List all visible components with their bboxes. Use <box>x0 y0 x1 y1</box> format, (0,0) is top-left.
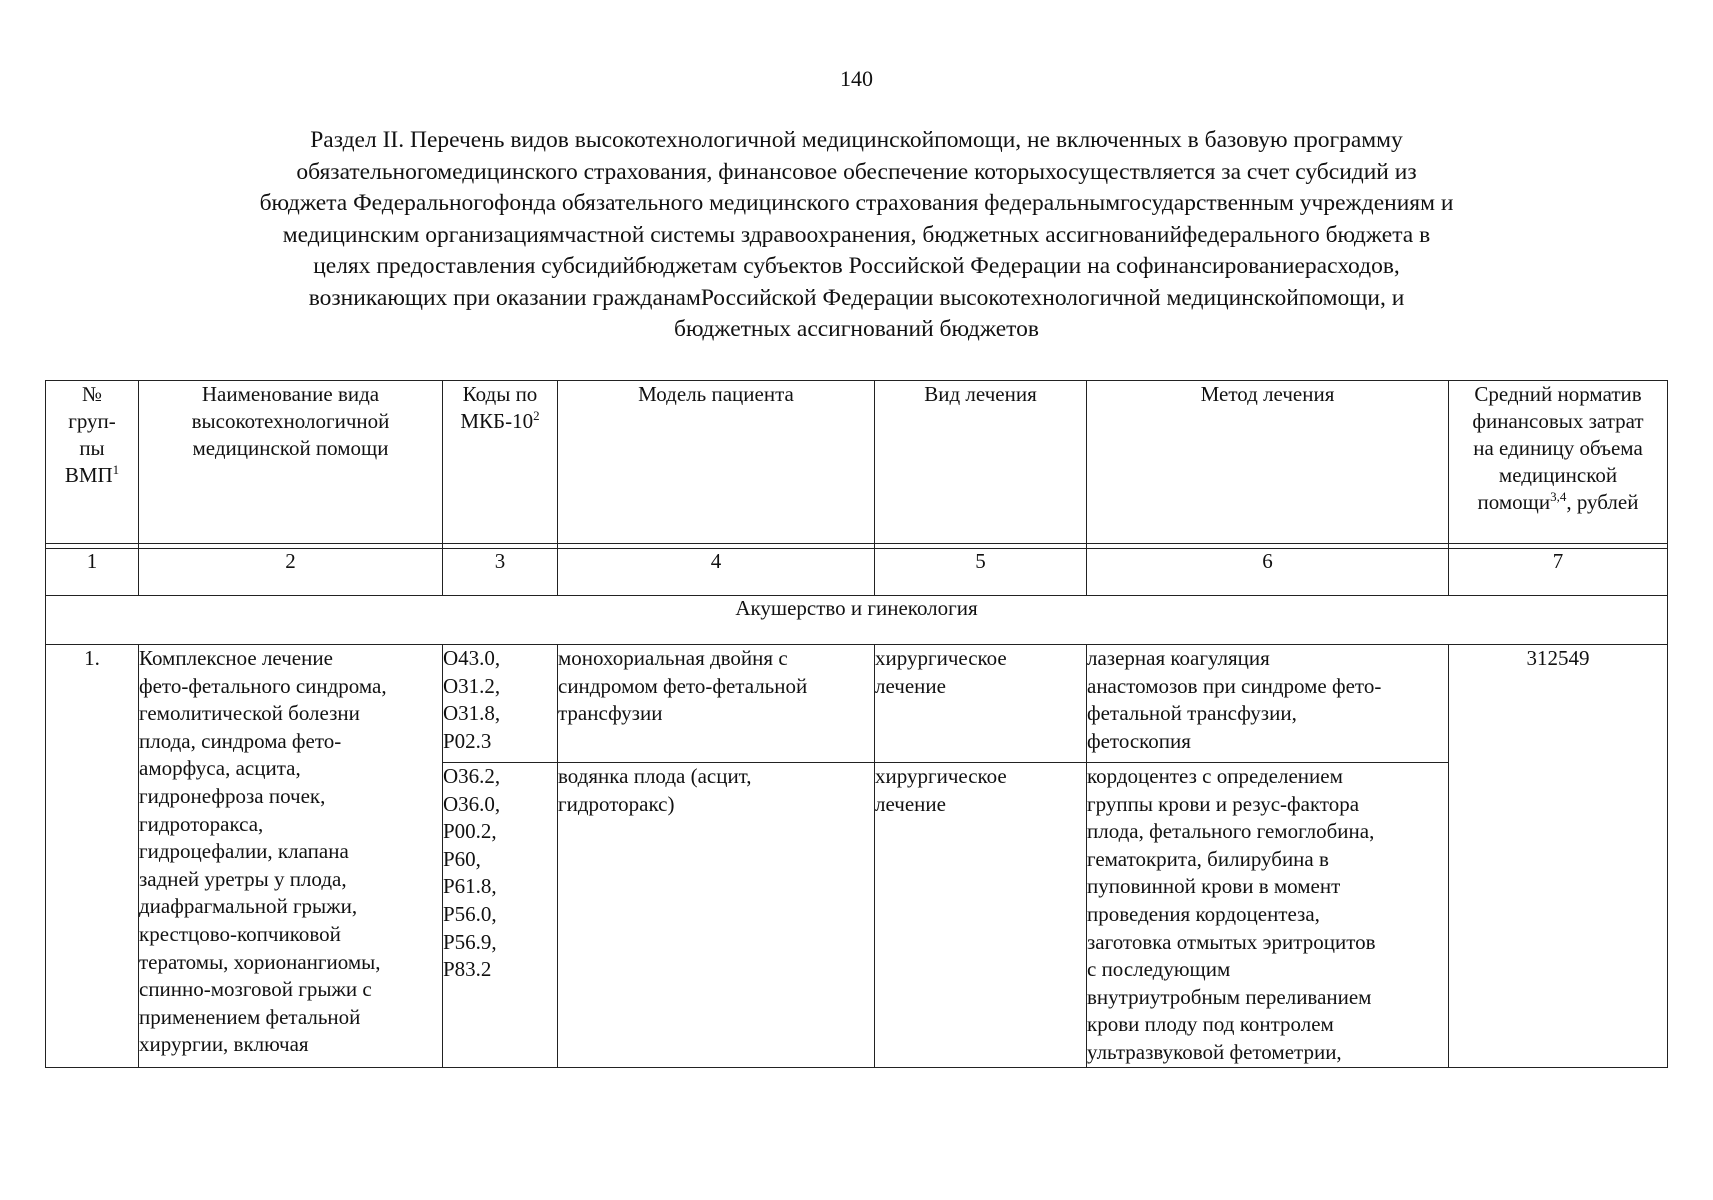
header-group-number: № груп- пы ВМП$^1$ <box>46 381 139 544</box>
group-number: 1. <box>46 645 139 1068</box>
cost-norm: 312549 <box>1449 645 1668 1068</box>
icd-codes: O43.0, O31.2, O31.8, P02.3 <box>443 645 558 763</box>
header-icd-codes: Коды по МКБ-$10^2$ <box>443 381 558 544</box>
header-cost-norm: Средний норматив финансовых затрат на единицу объема медицинской помощи$^{3,4}$, рублей <box>1449 381 1668 544</box>
vmp-table <box>45 380 1668 1068</box>
title-line: медицинским организациямчастной системы здравоохранения, бюджетных ассигнованийфедерального бюджета в <box>282 221 1431 248</box>
column-number: 7 <box>1449 549 1668 596</box>
section-row <box>46 596 1668 645</box>
header-care-type-name: Наименование вида высокотехнологичной медицинской помощи <box>139 381 443 544</box>
column-number: 3 <box>443 549 558 596</box>
section-title-obstetrics: Акушерство и гинекология <box>46 596 1668 645</box>
treatment-method: лазерная коагуляция анастомозов при синдроме фето- фетальной трансфузии, фетоскопия <box>1087 645 1449 763</box>
page-number: 140 <box>840 66 873 91</box>
header-patient-model: Модель пациента <box>558 381 875 544</box>
column-number: 2 <box>139 549 443 596</box>
treatment-type: хирургическое лечение <box>875 645 1087 763</box>
section-title <box>100 125 1613 346</box>
title-line: целях предоставления субсидийбюджетам субъектов Российской Федерации на софинансированиерасходов, <box>313 253 1400 279</box>
column-number: 4 <box>558 549 875 596</box>
title-line: Раздел II. Перечень видов высокотехнологичной медицинскойпомощи, не включенных в базовую программу <box>310 127 1403 153</box>
patient-model: водянка плода (асцит, гидроторакс) <box>558 763 875 1068</box>
column-numbers-row <box>46 549 1668 596</box>
header-row <box>46 381 1668 544</box>
title-line: бюджетных ассигнований бюджетов <box>674 316 1039 342</box>
title-line: бюджета Федеральногофонда обязательного медицинского страхования федеральнымгосударственным учреждениям и <box>259 190 1454 216</box>
treatment-type: хирургическое лечение <box>875 763 1087 1068</box>
title-line: обязательногомедицинского страхования, финансовое обеспечение которыхосуществляется за счет субсидий из <box>296 158 1417 185</box>
treatment-method: кордоцентез с определением группы крови и резус-фактора плода, фетального гемоглобина, гематокрита, билирубина в пуповинной крови в момент проведения кордоцентеза, заготовка отмытых эритроцитов с последующим внутриутробным переливанием крови плоду под контролем ультразвуковой фетометрии, <box>1087 763 1449 1068</box>
title-line: возникающих при оказании гражданамРоссийской Федерации высокотехнологичной медицинскойпомощи, и <box>308 284 1405 311</box>
column-number: 6 <box>1087 549 1449 596</box>
header-treatment-method: Метод лечения <box>1087 381 1449 544</box>
column-number: 5 <box>875 549 1087 596</box>
care-type-name: Комплексное лечение фето-фетального синдрома, гемолитической болезни плода, синдрома фето- аморфуса, асцита, гидронефроза почек, гидроторакса, гидроцефалии, клапана задней уретры у плода, диафрагмальной грыжи, крестцово-копчиковой тератомы, хорионангиомы, спинно-мозговой грыжи с применением фетальной хирургии, включая <box>139 645 443 1068</box>
column-number: 1 <box>46 549 139 596</box>
table-row <box>46 645 1668 763</box>
icd-codes: O36.2, O36.0, P00.2, P60, P61.8, P56.0, P56.9, P83.2 <box>443 763 558 1068</box>
patient-model: монохориальная двойня с синдромом фето-фетальной трансфузии <box>558 645 875 763</box>
header-treatment-type: Вид лечения <box>875 381 1087 544</box>
